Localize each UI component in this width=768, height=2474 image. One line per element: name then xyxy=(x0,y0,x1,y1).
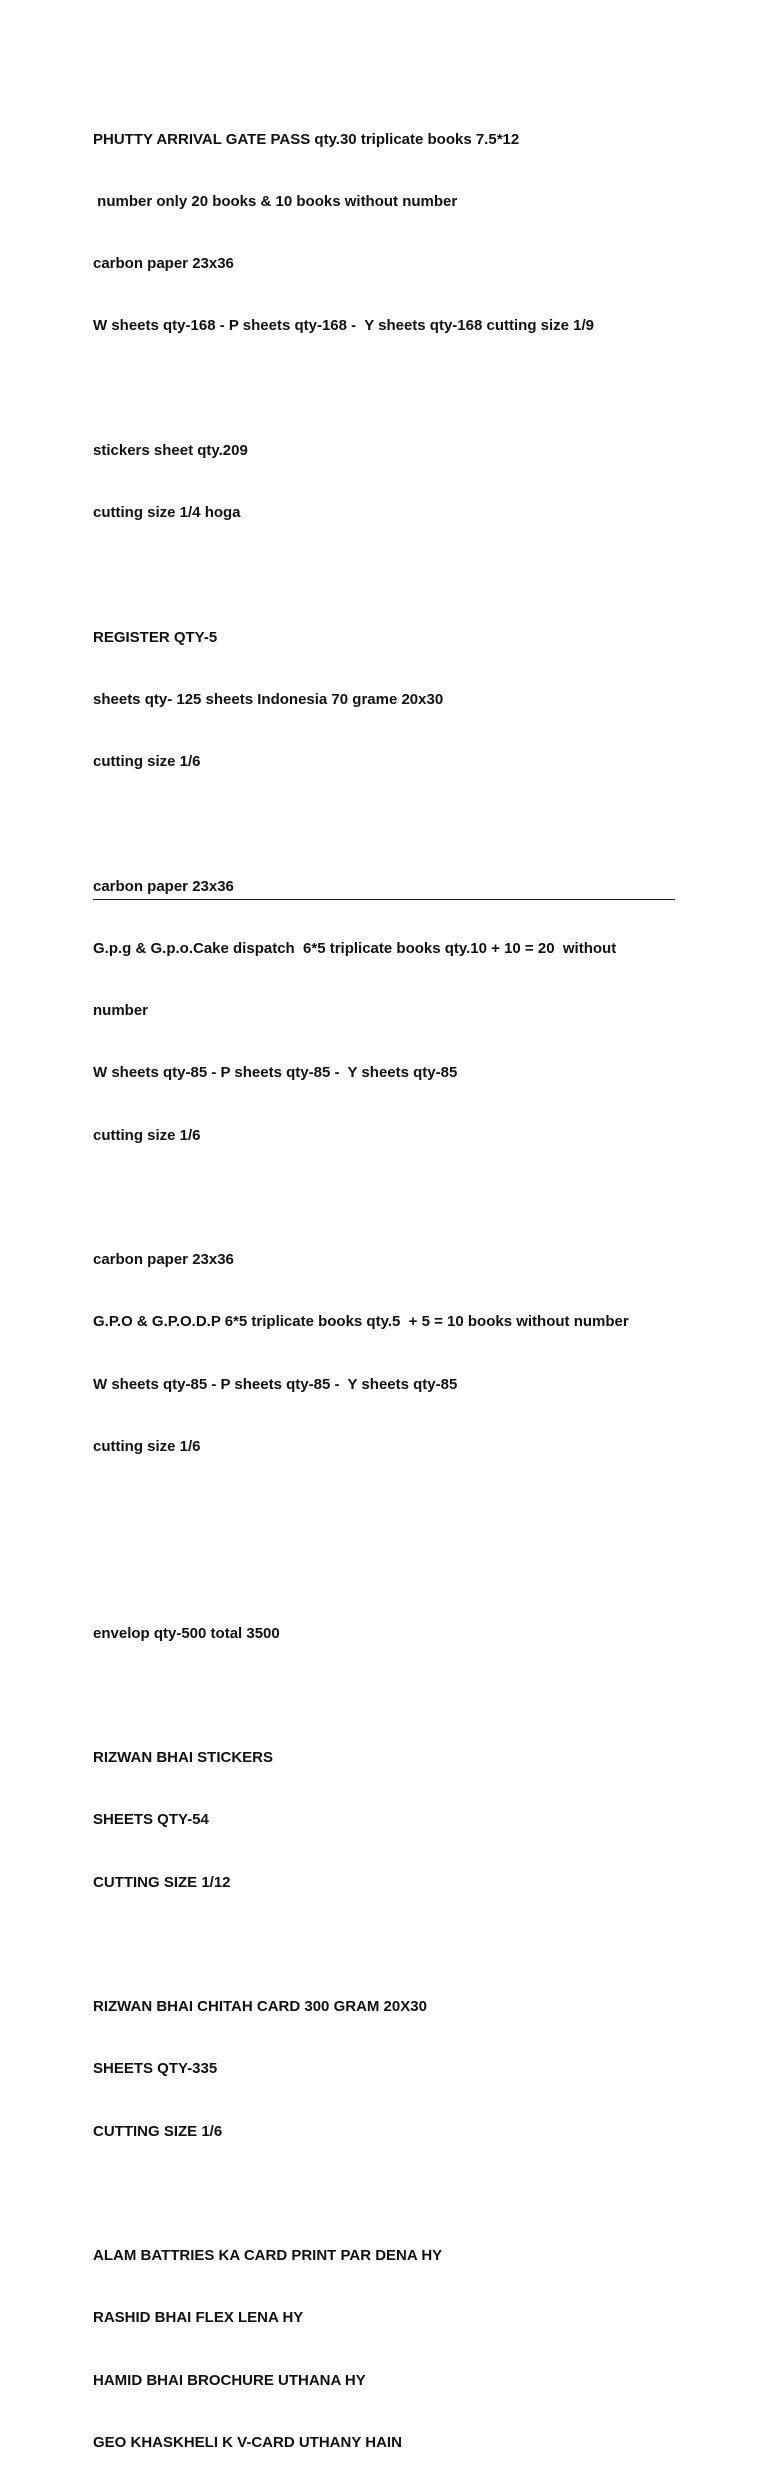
text-line: W sheets qty-85 - P sheets qty-85 - Y sheets qty-85 xyxy=(93,1375,458,1393)
blank-line xyxy=(93,379,693,400)
blank-line xyxy=(93,565,693,586)
text-line: cutting size 1/4 hoga xyxy=(93,504,241,521)
text-line: CUTTING SIZE 1/6 xyxy=(93,2122,223,2140)
text-line: RASHID BHAI FLEX LENA HY xyxy=(93,2309,304,2327)
text-line: envelop qty-500 total 3500 xyxy=(93,1624,280,1642)
text-line: REGISTER QTY-5 xyxy=(93,628,218,646)
blank-line xyxy=(93,1935,693,1956)
text-line: number xyxy=(93,1002,149,1019)
text-line: cutting size 1/6 xyxy=(93,753,201,770)
horizontal-rule xyxy=(93,899,675,900)
text-line: RIZWAN BHAI STICKERS xyxy=(93,1749,273,1766)
blank-line xyxy=(93,1188,693,1209)
text-line: PHUTTY ARRIVAL GATE PASS qty.30 triplicate books 7.5*12 xyxy=(93,130,520,148)
text-line: W sheets qty-85 - P sheets qty-85 - Y sheets qty-85 xyxy=(93,1064,458,1082)
text-line: HAMID BHAI BROCHURE UTHANA HY xyxy=(93,2371,366,2389)
blank-line xyxy=(93,814,693,835)
text-line: carbon paper 23x36 xyxy=(93,255,234,272)
blank-line xyxy=(93,1686,693,1707)
text-line: stickers sheet qty.209 xyxy=(93,441,248,459)
text-line: RIZWAN BHAI CHITAH CARD 300 GRAM 20X30 xyxy=(93,1998,427,2015)
text-line: CUTTING SIZE 1/12 xyxy=(93,1873,231,1891)
text-line: G.p.g & G.p.o.Cake dispatch 6*5 triplicate books qty.10 + 10 = 20 without xyxy=(93,939,617,957)
blank-line xyxy=(93,1561,693,1582)
text-line: GEO KHASKHELI K V-CARD UTHANY HAIN xyxy=(93,2433,402,2451)
text-line: cutting size 1/6 xyxy=(93,1126,201,1144)
text-line: W sheets qty-168 - P sheets qty-168 - Y sheets qty-168 cutting size 1/9 xyxy=(93,317,595,335)
text-line: carbon paper 23x36 xyxy=(93,1251,234,1268)
text-line: ALAM BATTRIES KA CARD PRINT PAR DENA HY xyxy=(93,2247,443,2264)
text-line: sheets qty- 125 sheets Indonesia 70 grame 20x30 xyxy=(93,690,444,708)
text-line: SHEETS QTY-335 xyxy=(93,2060,218,2078)
text-line: G.P.O & G.P.O.D.P 6*5 triplicate books qty.5 + 5 = 10 books without number xyxy=(93,1313,629,1331)
document-body xyxy=(93,88,693,2474)
text-line: SHEETS QTY-54 xyxy=(93,1811,209,1829)
blank-line xyxy=(93,1499,693,1520)
text-line: carbon paper 23x36 xyxy=(93,877,234,895)
blank-line xyxy=(93,2184,693,2205)
text-line: cutting size 1/6 xyxy=(93,1437,201,1455)
text-line: number only 20 books & 10 books without number xyxy=(93,192,458,210)
